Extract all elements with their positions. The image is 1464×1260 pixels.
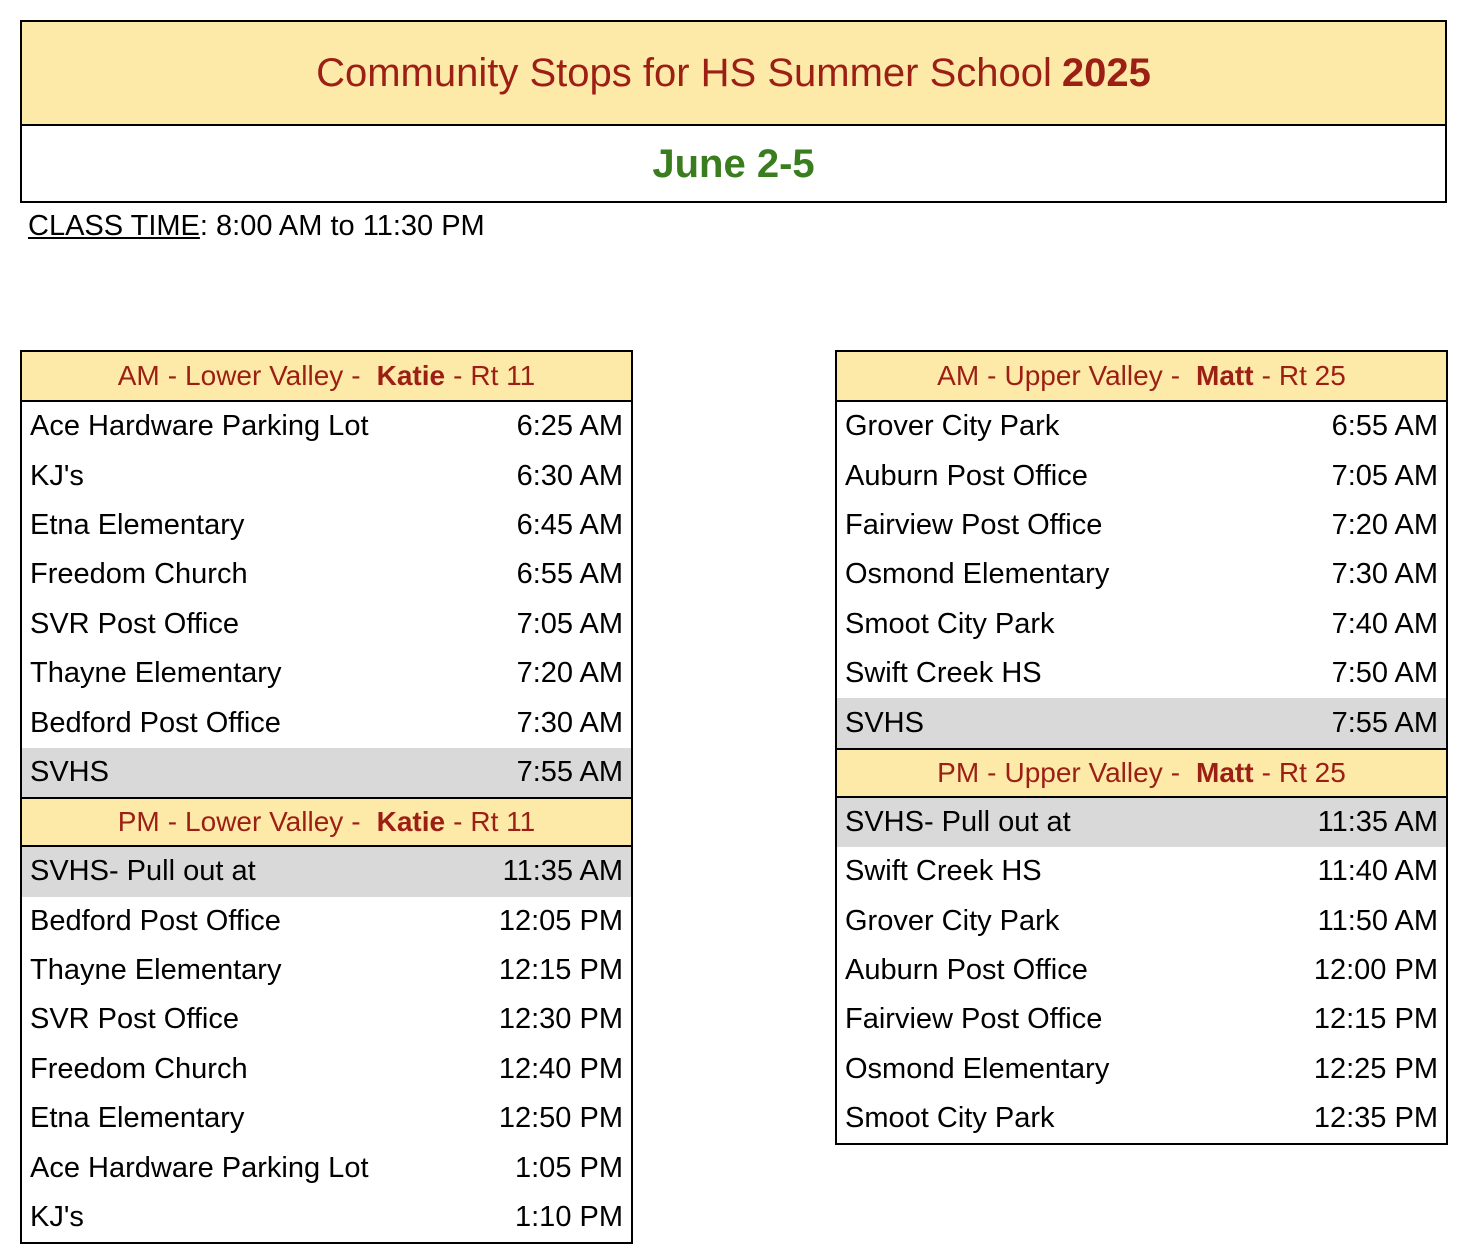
table-row <box>22 600 631 649</box>
stop-time: 11:40 AM <box>1317 855 1438 888</box>
stop-name: Ace Hardware Parking Lot <box>30 1151 369 1184</box>
stop-name: Auburn Post Office <box>845 954 1088 987</box>
stops-pm-lower <box>22 847 631 1242</box>
stop-time: 1:10 PM <box>515 1201 623 1234</box>
stop-time: 6:30 AM <box>516 459 623 492</box>
stop-name: Thayne Elementary <box>30 657 282 690</box>
stop-name: Swift Creek HS <box>845 657 1042 690</box>
stops-pm-upper <box>837 798 1446 1144</box>
stop-name: Etna Elementary <box>30 1102 245 1135</box>
table-row <box>22 1143 631 1192</box>
stop-time: 12:25 PM <box>1313 1052 1438 1085</box>
stop-time: 12:05 PM <box>498 904 623 937</box>
stop-name: Swift Creek HS <box>845 855 1042 888</box>
stop-name: SVR Post Office <box>30 607 239 640</box>
stop-time: 1:05 PM <box>515 1151 623 1184</box>
stop-name: SVHS <box>845 706 924 739</box>
table-row <box>22 1045 631 1094</box>
stop-time: 12:30 PM <box>498 1003 623 1036</box>
table-row <box>22 1193 631 1242</box>
route-header-pm-lower: PM - Lower Valley - Katie - Rt 11 <box>22 797 631 847</box>
stop-name: SVHS- Pull out at <box>845 805 1071 838</box>
stop-time: 11:50 AM <box>1317 904 1438 937</box>
stop-time: 12:00 PM <box>1313 954 1438 987</box>
table-row <box>22 1094 631 1143</box>
stop-time: 7:20 AM <box>1331 508 1438 541</box>
class-time-label: CLASS TIME <box>28 210 200 242</box>
stop-name: Osmond Elementary <box>845 1052 1110 1085</box>
stop-name: Thayne Elementary <box>30 954 282 987</box>
stop-time: 7:50 AM <box>1331 657 1438 690</box>
stop-time: 12:35 PM <box>1313 1102 1438 1135</box>
table-row <box>22 897 631 946</box>
table-row <box>22 649 631 698</box>
page-title <box>22 22 1445 126</box>
stops-am-lower <box>22 402 631 797</box>
table-row <box>22 402 631 451</box>
table-row <box>837 451 1446 500</box>
table-row <box>837 897 1446 946</box>
stop-time: 7:05 AM <box>1331 459 1438 492</box>
stop-time: 11:35 AM <box>502 855 623 888</box>
table-row <box>22 501 631 550</box>
date-range: June 2-5 <box>652 142 815 186</box>
stop-time: 12:50 PM <box>498 1102 623 1135</box>
table-row <box>837 946 1446 995</box>
table-row <box>837 847 1446 896</box>
stop-time: 7:55 AM <box>1331 706 1438 739</box>
title-box <box>20 20 1447 203</box>
table-row <box>22 451 631 500</box>
table-row <box>22 698 631 747</box>
stop-time: 7:40 AM <box>1331 607 1438 640</box>
table-row <box>837 798 1446 847</box>
table-row <box>837 995 1446 1044</box>
stop-name: Grover City Park <box>845 904 1060 937</box>
title-year: 2025 <box>1061 50 1151 95</box>
stop-time: 6:55 AM <box>516 558 623 591</box>
stop-name: Fairview Post Office <box>845 508 1103 541</box>
stop-name: Ace Hardware Parking Lot <box>30 410 369 443</box>
stop-name: Freedom Church <box>30 1052 248 1085</box>
stop-name: Osmond Elementary <box>845 558 1110 591</box>
table-row <box>837 501 1446 550</box>
stop-name: Auburn Post Office <box>845 459 1088 492</box>
route-header-pm-upper: PM - Upper Valley - Matt - Rt 25 <box>837 748 1446 798</box>
table-row <box>22 995 631 1044</box>
table-row <box>837 1045 1446 1094</box>
table-row <box>22 847 631 896</box>
table-row <box>22 946 631 995</box>
table-row <box>837 1094 1446 1143</box>
stop-name: KJ's <box>30 1201 84 1234</box>
stop-name: Smoot City Park <box>845 607 1055 640</box>
stop-time: 7:05 AM <box>516 607 623 640</box>
table-row <box>22 550 631 599</box>
lower-valley-schedule <box>20 350 633 1244</box>
stop-name: Bedford Post Office <box>30 904 281 937</box>
stop-name: Etna Elementary <box>30 508 245 541</box>
table-row <box>837 402 1446 451</box>
stop-time: 7:20 AM <box>516 657 623 690</box>
table-row <box>837 550 1446 599</box>
table-row <box>22 748 631 797</box>
stop-time: 7:30 AM <box>516 706 623 739</box>
stop-name: SVR Post Office <box>30 1003 239 1036</box>
table-row <box>837 600 1446 649</box>
upper-valley-schedule <box>835 350 1448 1145</box>
table-row <box>837 698 1446 747</box>
stops-am-upper <box>837 402 1446 748</box>
stop-name: Smoot City Park <box>845 1102 1055 1135</box>
stop-time: 12:15 PM <box>1313 1003 1438 1036</box>
stop-name: Grover City Park <box>845 410 1060 443</box>
stop-name: Freedom Church <box>30 558 248 591</box>
stop-name: Bedford Post Office <box>30 706 281 739</box>
stop-time: 7:30 AM <box>1331 558 1438 591</box>
stop-time: 6:45 AM <box>516 508 623 541</box>
stop-name: KJ's <box>30 459 84 492</box>
stop-time: 6:25 AM <box>516 410 623 443</box>
route-header-am-upper: AM - Upper Valley - Matt - Rt 25 <box>837 352 1446 402</box>
class-time <box>28 210 485 243</box>
title-main: Community Stops for HS Summer School <box>316 50 1052 95</box>
stop-name: Fairview Post Office <box>845 1003 1103 1036</box>
stop-name: SVHS <box>30 755 109 788</box>
class-time-value: : 8:00 AM to 11:30 PM <box>199 210 485 242</box>
stop-name: SVHS- Pull out at <box>30 855 256 888</box>
table-row <box>837 649 1446 698</box>
stop-time: 12:40 PM <box>498 1052 623 1085</box>
stop-time: 12:15 PM <box>498 954 623 987</box>
stop-time: 6:55 AM <box>1331 410 1438 443</box>
stop-time: 11:35 AM <box>1317 805 1438 838</box>
stop-time: 7:55 AM <box>516 755 623 788</box>
route-header-am-lower: AM - Lower Valley - Katie - Rt 11 <box>22 352 631 402</box>
